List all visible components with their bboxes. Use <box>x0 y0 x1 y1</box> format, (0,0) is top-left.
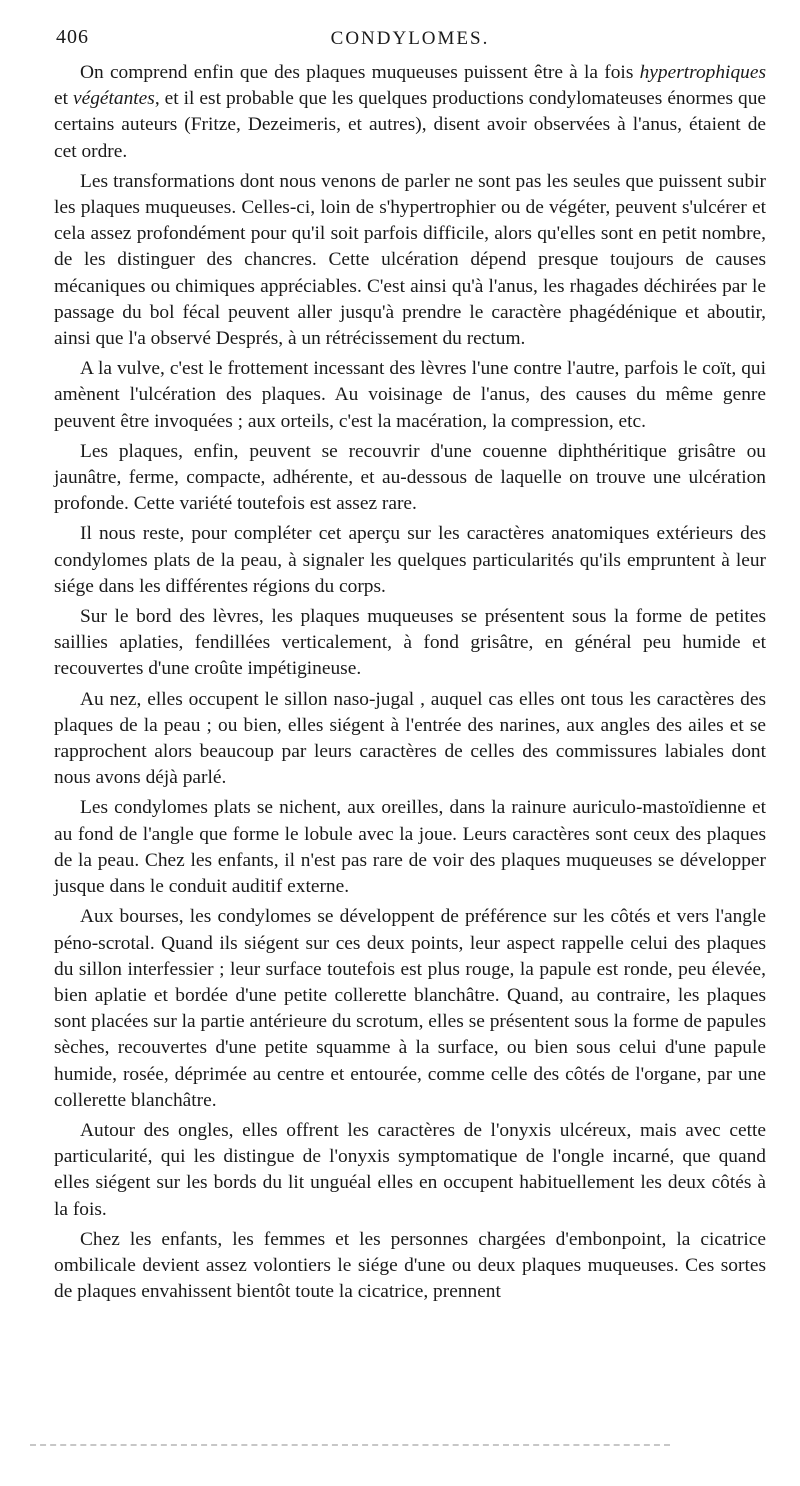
paragraph <box>54 439 766 518</box>
running-title: CONDYLOMES. <box>330 28 490 49</box>
paragraph <box>54 1118 766 1223</box>
paragraph-text: , et il est probable que les quelques productions condylomateuses énormes que certains auteurs (Fritze, Dezeimeris, et autres), disent avoir observées à l'anus, étaient de cet ordre. <box>54 88 767 162</box>
paragraph-text: Sur le bord des lèvres, les plaques muqueuses se présentent sous la forme de petites saillies aplaties, fendillées verticalement, à fond grisâtre, en général peu humide et recouvertes d'une croûte impétigineuse. <box>54 606 766 680</box>
paragraph <box>54 169 766 352</box>
paragraph <box>54 521 766 600</box>
page-number: 406 <box>56 26 89 48</box>
paragraph <box>54 604 766 683</box>
paragraph-text: Aux bourses, les condylomes se développent de préférence sur les côtés et vers l'angle péno-scrotal. Quand ils siégent sur ces deux points, leur aspect rappelle celui des plaques du sillon interfessier ; leur surface toutefois est plus rouge, la papule est ronde, peu élevée, bien aplatie et bordée d'une petite collerette blanchâtre. Quand, au contraire, les plaques sont placées sur la partie antérieure du scrotum, elles se présentent sous la forme de papules sèches, recouvertes d'une petite squamme à la surface, ou bien sous celui d'une papule humide, rosée, déprimée au centre et entourée, comme celle des côtés de l'organe, par une collerette blanchâtre. <box>54 906 766 1111</box>
page-header <box>54 26 766 56</box>
paragraph-text: et <box>54 88 73 110</box>
paragraph-text: Au nez, elles occupent le sillon naso-jugal , auquel cas elles ont tous les caractères des plaques de la peau ; ou bien, elles siégent à l'entrée des narines, aux angles des ailes et se rapprochent alors beaucoup par leurs caractères de celles des commissures labiales dont nous avons déjà parlé. <box>54 688 766 789</box>
paragraph <box>54 60 766 165</box>
paragraph-text: Les condylomes plats se nichent, aux oreilles, dans la rainure auriculo-mastoïdienne et au fond de l'angle que forme le lobule avec la joue. Leurs caractères sont ceux des plaques de la peau. Chez les enfants, il n'est pas rare de voir des plaques muqueuses se développer jusque dans le conduit auditif externe. <box>54 797 766 898</box>
paragraph-text: Les plaques, enfin, peuvent se recouvrir d'une couenne diphthéritique grisâtre ou jaunâtre, ferme, compacte, adhérente, et au-dessous de laquelle on trouve une ulcération profonde. Cette variété toutefois est assez rare. <box>54 440 766 515</box>
paragraph-text: Chez les enfants, les femmes et les personnes chargées d'embonpoint, la cicatrice ombilicale devient assez volontiers le siége d'une ou deux plaques muqueuses. Ces sortes de plaques envahissent bientôt toute la cicatrice, prennent <box>54 1228 766 1303</box>
paragraph <box>54 1227 766 1306</box>
paragraph-text: A la vulve, c'est le frottement incessant des lèvres l'une contre l'autre, parfois le coït, qui amènent l'ulcération des plaques. Au voisinage de l'anus, des causes du même genre peuvent être invoquées ; aux orteils, c'est la macération, la compression, etc. <box>54 358 766 432</box>
paragraph <box>54 687 766 792</box>
paragraph <box>54 356 766 435</box>
italic-text: hypertrophiques <box>639 62 766 83</box>
paragraph-text: Les transformations dont nous venons de parler ne sont pas les seules que puissent subir les plaques muqueuses. Celles-ci, loin de s'hypertrophier ou de végéter, peuvent s'ulcérer et cela assez profondément pour qu'il soit parfois difficile, alors qu'elles sont en petit nombre, de les distinguer des chancres. Cette ulcération dépend presque toujours de causes mécaniques ou chimiques appréciables. C'est ainsi qu'à l'anus, les rhagades déchirées par le passage du bol fécal peuvent aller jusqu'à prendre le caractère phagédénique et aboutir, ainsi que l'a observé Després, à un rétrécissement du rectum. <box>54 170 766 350</box>
paragraph-text: Il nous reste, pour compléter cet aperçu sur les caractères anatomiques extérieurs des condylomes plats de la peau, à signaler les quelques particularités qu'ils empruntent à leur siége dans les différentes régions du corps. <box>54 523 766 597</box>
italic-text: végétantes <box>73 88 155 110</box>
paragraph-text: On comprend enfin que des plaques muqueuses puissent être à la fois <box>80 62 640 83</box>
paragraph <box>54 904 766 1114</box>
paragraph <box>54 795 766 900</box>
footer-rule <box>30 1444 670 1446</box>
paragraph-text: Autour des ongles, elles offrent les caractères de l'onyxis ulcéreux, mais avec cette particularité, qui les distingue de l'onyxis symptomatique de l'ongle incarné, que quand elles siégent sur les bords du lit unguéal elles en occupent habituellement les deux côtés à la fois. <box>54 1119 766 1220</box>
body-text <box>54 60 766 1309</box>
